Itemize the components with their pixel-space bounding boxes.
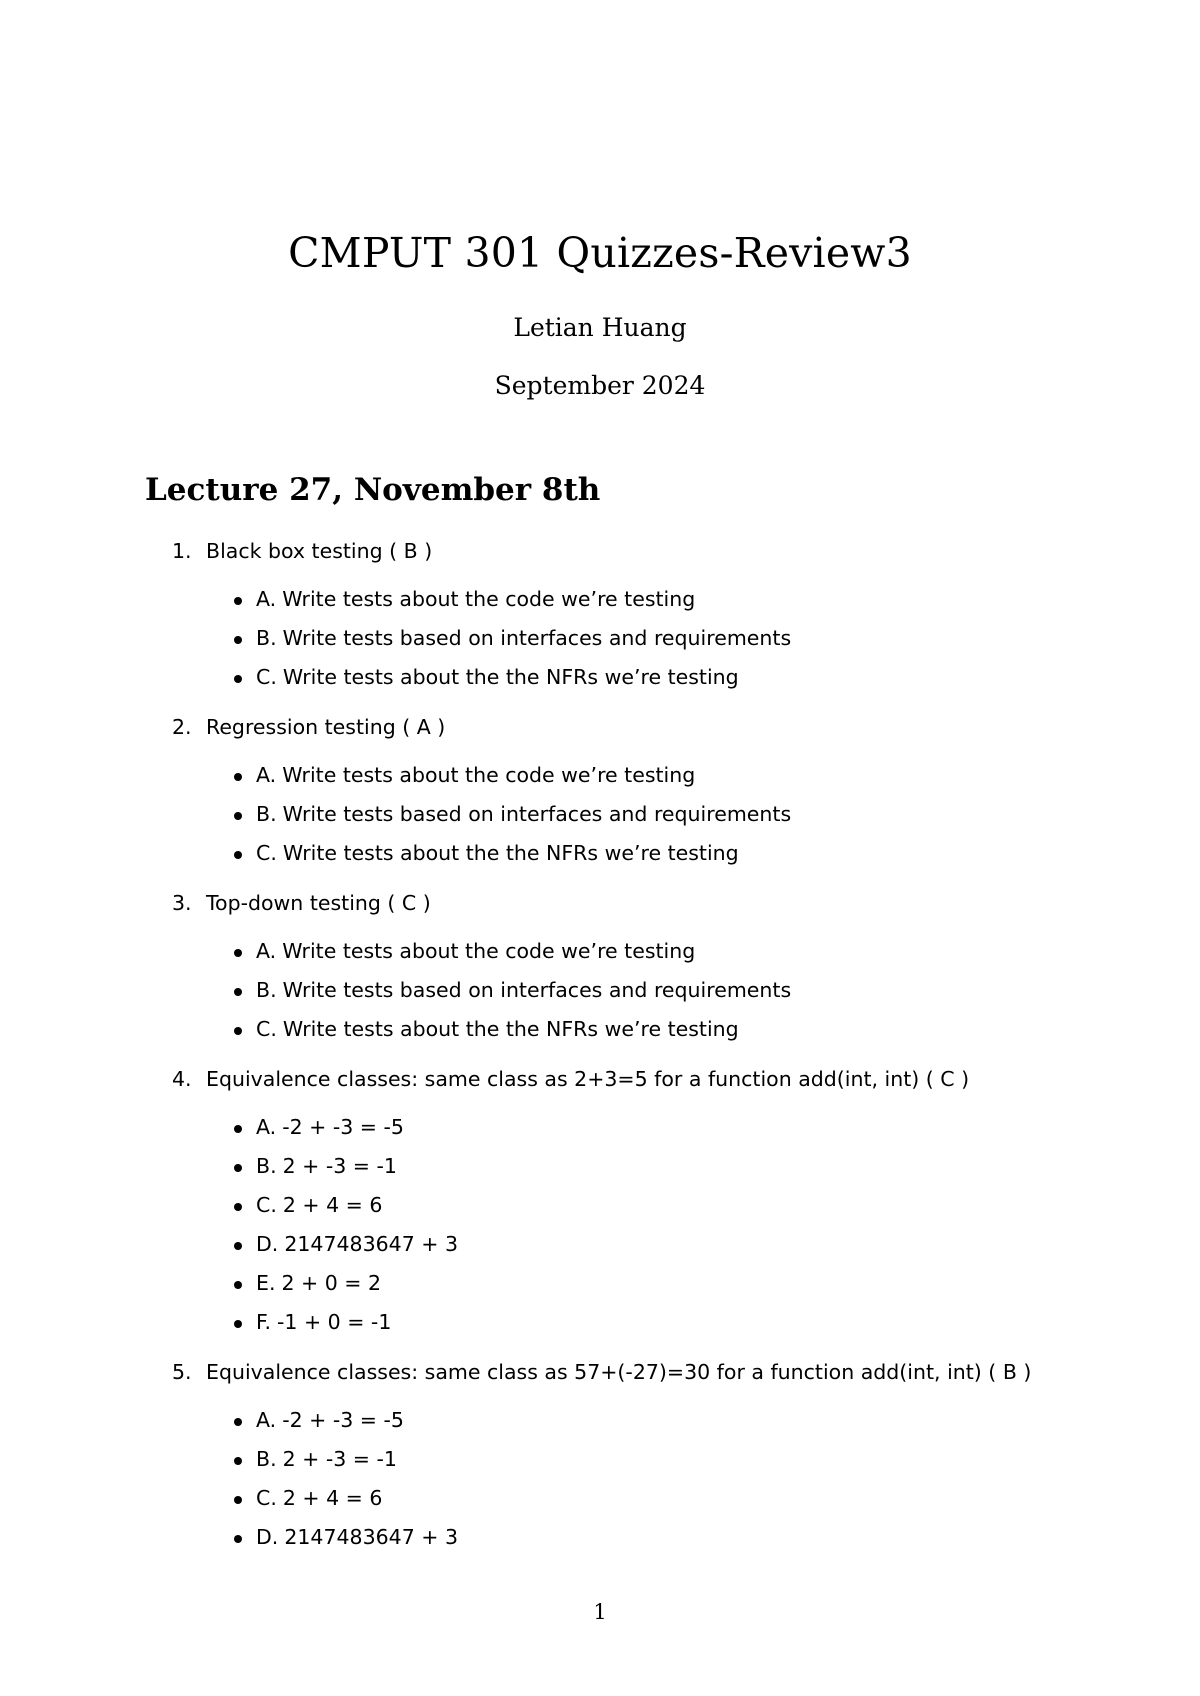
question-5 — [172, 1353, 1072, 1392]
question-number: 4. — [172, 1067, 192, 1091]
option-text: Write tests about the the NFRs we’re testing — [282, 841, 739, 865]
option-text: Write tests based on interfaces and requirements — [282, 802, 792, 826]
option-item — [172, 756, 1072, 795]
question-text: Equivalence classes: same class as 2+3=5 for a function add(int, int) ( C ) — [206, 1067, 970, 1091]
option-item — [172, 834, 1072, 873]
bullet-icon — [234, 949, 242, 957]
option-label: B. — [256, 1154, 277, 1178]
option-item — [172, 795, 1072, 834]
option-text: 2 + 4 = 6 — [282, 1486, 383, 1510]
option-label: D. — [256, 1525, 279, 1549]
bullet-icon — [234, 1281, 242, 1289]
option-label: B. — [256, 978, 277, 1002]
option-label: C. — [256, 1486, 277, 1510]
option-text: -1 + 0 = -1 — [277, 1310, 392, 1334]
option-text: 2147483647 + 3 — [284, 1525, 458, 1549]
option-label: F. — [256, 1310, 272, 1334]
question-text: Black box testing ( B ) — [206, 539, 433, 563]
option-item — [172, 1225, 1072, 1264]
option-item — [172, 1264, 1072, 1303]
page-number: 1 — [593, 1600, 607, 1624]
question-number: 5. — [172, 1360, 192, 1384]
option-item — [172, 1479, 1072, 1518]
option-text: Write tests about the code we’re testing — [282, 587, 696, 611]
option-item — [172, 1186, 1072, 1225]
option-label: A. — [256, 1115, 277, 1139]
question-1-options — [172, 580, 1072, 697]
option-label: B. — [256, 802, 277, 826]
option-item — [172, 658, 1072, 697]
bullet-icon — [234, 773, 242, 781]
option-text: Write tests about the the NFRs we’re testing — [282, 1017, 739, 1041]
bullet-icon — [234, 675, 242, 683]
option-text: Write tests based on interfaces and requirements — [282, 626, 792, 650]
bullet-icon — [234, 636, 242, 644]
option-item — [172, 1147, 1072, 1186]
option-text: 2147483647 + 3 — [284, 1232, 458, 1256]
question-1 — [172, 532, 1072, 571]
option-item — [172, 580, 1072, 619]
option-label: A. — [256, 939, 277, 963]
bullet-icon — [234, 1164, 242, 1172]
question-3 — [172, 884, 1072, 923]
document-date: September 2024 — [494, 371, 706, 400]
option-text: Write tests about the code we’re testing — [282, 939, 696, 963]
bullet-icon — [234, 1242, 242, 1250]
option-label: C. — [256, 1017, 277, 1041]
option-item — [172, 1010, 1072, 1049]
option-label: D. — [256, 1232, 279, 1256]
bullet-icon — [234, 1457, 242, 1465]
question-number: 1. — [172, 539, 192, 563]
option-item — [172, 1440, 1072, 1479]
option-item — [172, 1108, 1072, 1147]
document-title: CMPUT 301 Quizzes-Review3 — [288, 229, 912, 277]
option-label: C. — [256, 1193, 277, 1217]
option-item — [172, 932, 1072, 971]
option-text: Write tests about the code we’re testing — [282, 763, 696, 787]
bullet-icon — [234, 1027, 242, 1035]
bullet-icon — [234, 812, 242, 820]
option-text: -2 + -3 = -5 — [282, 1115, 404, 1139]
option-text: 2 + -3 = -1 — [282, 1447, 397, 1471]
bullet-icon — [234, 1320, 242, 1328]
question-text: Regression testing ( A ) — [206, 715, 446, 739]
question-2-options — [172, 756, 1072, 873]
option-text: 2 + 0 = 2 — [281, 1271, 382, 1295]
option-item — [172, 1303, 1072, 1342]
question-text: Equivalence classes: same class as 57+(-27)=30 for a function add(int, int) ( B ) — [206, 1360, 1032, 1384]
option-text: 2 + -3 = -1 — [282, 1154, 397, 1178]
option-item — [172, 1401, 1072, 1440]
option-text: -2 + -3 = -5 — [282, 1408, 404, 1432]
question-4 — [172, 1060, 1072, 1099]
question-number: 2. — [172, 715, 192, 739]
option-label: C. — [256, 665, 277, 689]
option-text: Write tests about the the NFRs we’re testing — [282, 665, 739, 689]
question-number: 3. — [172, 891, 192, 915]
document-author: Letian Huang — [513, 313, 687, 342]
question-2 — [172, 708, 1072, 747]
option-text: 2 + 4 = 6 — [282, 1193, 383, 1217]
question-4-options — [172, 1108, 1072, 1342]
bullet-icon — [234, 1125, 242, 1133]
option-label: A. — [256, 587, 277, 611]
question-text: Top-down testing ( C ) — [206, 891, 431, 915]
option-item — [172, 619, 1072, 658]
option-item — [172, 1518, 1072, 1557]
section-title: Lecture 27, November 8th — [145, 472, 601, 508]
question-list — [172, 532, 1072, 1568]
bullet-icon — [234, 1496, 242, 1504]
option-label: B. — [256, 1447, 277, 1471]
bullet-icon — [234, 597, 242, 605]
option-text: Write tests based on interfaces and requirements — [282, 978, 792, 1002]
option-label: E. — [256, 1271, 276, 1295]
question-3-options — [172, 932, 1072, 1049]
option-item — [172, 971, 1072, 1010]
bullet-icon — [234, 1203, 242, 1211]
bullet-icon — [234, 1535, 242, 1543]
option-label: B. — [256, 626, 277, 650]
option-label: A. — [256, 763, 277, 787]
bullet-icon — [234, 1418, 242, 1426]
question-5-options — [172, 1401, 1072, 1557]
option-label: A. — [256, 1408, 277, 1432]
option-label: C. — [256, 841, 277, 865]
bullet-icon — [234, 851, 242, 859]
bullet-icon — [234, 988, 242, 996]
